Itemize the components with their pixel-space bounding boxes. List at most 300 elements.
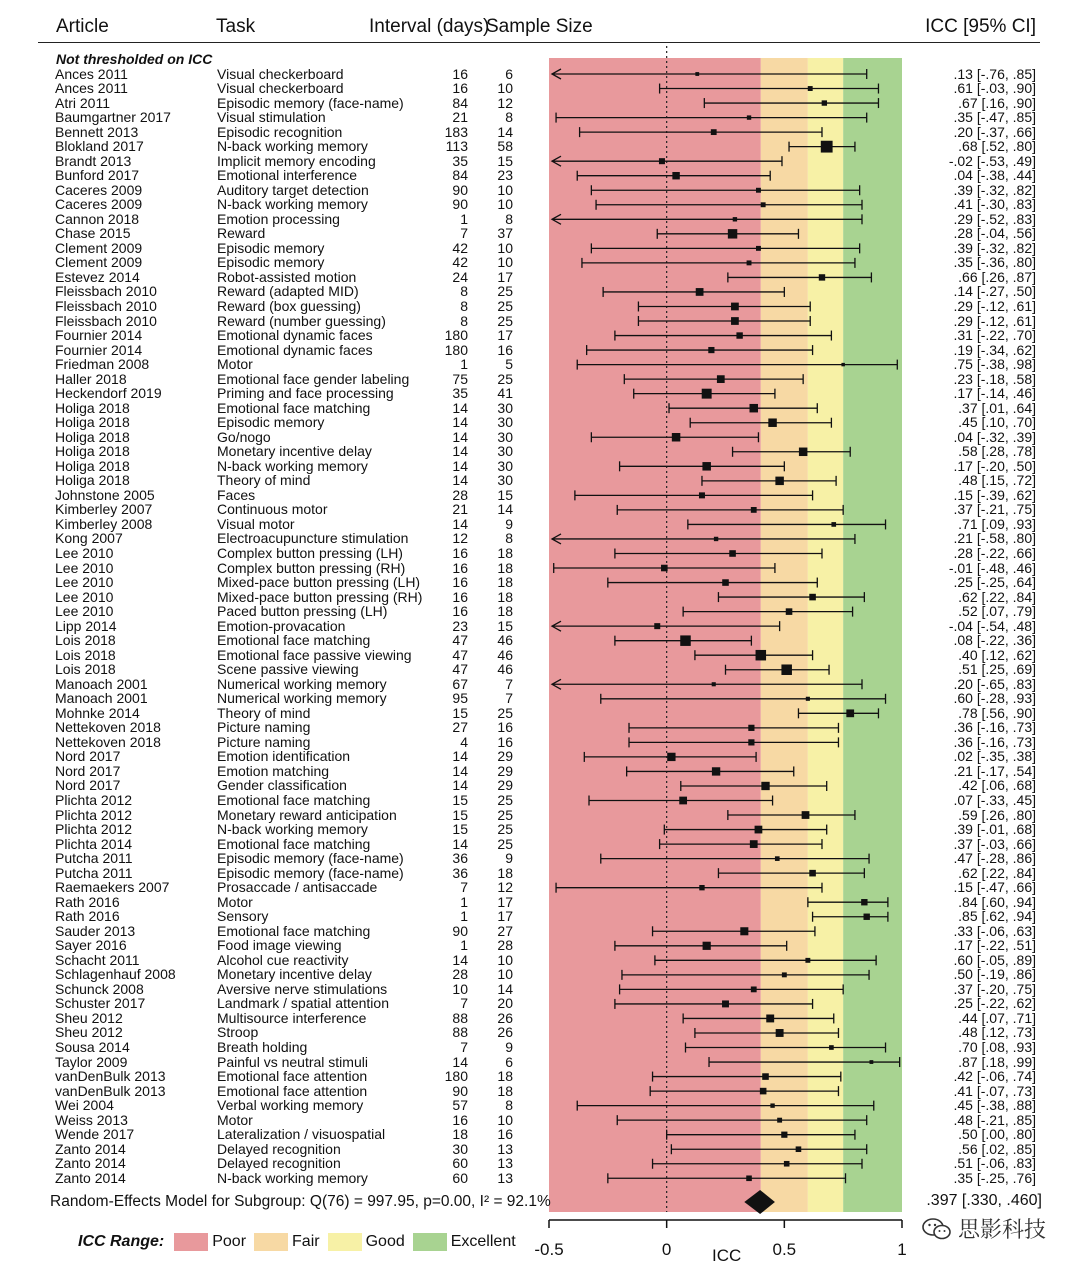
study-task: Complex button pressing (LH) [217,544,403,561]
study-task: Stroop [217,1024,259,1041]
study-icc-ci: .45 [.10, .70] [958,414,1036,431]
study-article: Chase 2015 [55,225,131,242]
study-task: N-back working memory [217,138,368,155]
table-row [0,619,1080,634]
icc-range-legend [78,1232,524,1252]
legend-label: Good [365,1233,405,1250]
study-sample-size: 7 [505,675,513,692]
table-row [0,1156,1080,1171]
table-row [0,357,1080,372]
study-article: Holiga 2018 [55,457,130,474]
study-interval: 14 [452,748,468,765]
table-row [0,168,1080,183]
study-task: Emotion processing [217,210,340,227]
study-icc-ci: .62 [.22, .84] [958,588,1036,605]
table-row [0,299,1080,314]
study-interval: 30 [452,1140,468,1157]
study-sample-size: 26 [497,1009,513,1026]
study-icc-ci: .29 [-.52, .83] [953,210,1036,227]
study-interval: 47 [452,646,468,663]
table-row [0,837,1080,852]
table-row [0,561,1080,576]
study-interval: 28 [452,486,468,503]
study-task: Episodic memory (face-name) [217,864,404,881]
study-sample-size: 30 [497,472,513,489]
x-tick-label: 1 [897,1240,907,1259]
study-task: Theory of mind [217,704,311,721]
study-task: Reward (box guessing) [217,297,361,314]
study-task: Visual checkerboard [217,80,344,97]
table-row [0,212,1080,227]
study-article: Fleissbach 2010 [55,312,157,329]
study-task: Episodic memory [217,414,325,431]
study-article: Holiga 2018 [55,428,130,445]
table-row [0,590,1080,605]
table-row [0,1142,1080,1157]
study-interval: 95 [452,690,468,707]
study-sample-size: 23 [497,167,513,184]
study-task: Delayed recognition [217,1155,341,1172]
study-task: Numerical working memory [217,690,387,707]
study-icc-ci: .31 [-.22, .70] [953,327,1036,344]
study-icc-ci: .44 [.07, .71] [958,1009,1036,1026]
study-interval: 24 [452,268,468,285]
study-interval: 12 [452,530,468,547]
study-sample-size: 18 [497,574,513,591]
study-sample-size: 9 [505,850,513,867]
table-row [0,895,1080,910]
study-icc-ci: .39 [-.01, .68] [953,821,1036,838]
study-task: Episodic memory (face-name) [217,850,404,867]
study-article: Putcha 2011 [55,850,133,867]
study-icc-ci: .20 [-.37, .66] [953,123,1036,140]
study-article: Plichta 2014 [55,835,133,852]
table-row [0,1127,1080,1142]
study-icc-ci: .87 [.18, .99] [958,1053,1036,1070]
study-sample-size: 17 [497,268,513,285]
study-sample-size: 14 [497,980,513,997]
study-article: Weiss 2013 [55,1111,128,1128]
study-icc-ci: .19 [-.34, .62] [953,341,1036,358]
study-interval: 67 [452,675,468,692]
study-icc-ci: .29 [-.12, .61] [953,297,1036,314]
study-icc-ci: .21 [-.58, .80] [953,530,1036,547]
study-task: Emotional face gender labeling [217,370,410,387]
study-sample-size: 46 [497,646,513,663]
study-article: Zanto 2014 [55,1155,126,1172]
study-sample-size: 13 [497,1169,513,1186]
study-icc-ci: .42 [-.06, .74] [953,1068,1036,1085]
study-icc-ci: .17 [-.20, .50] [953,457,1036,474]
study-article: Nord 2017 [55,762,121,779]
table-row [0,459,1080,474]
study-interval: 14 [452,428,468,445]
table-row [0,139,1080,154]
study-sample-size: 15 [497,152,513,169]
study-sample-size: 10 [497,951,513,968]
study-article: Manoach 2001 [55,690,148,707]
study-icc-ci: .75 [-.38, .98] [953,356,1036,373]
study-interval: 14 [452,515,468,532]
study-article: Blokland 2017 [55,138,144,155]
study-interval: 42 [452,254,468,271]
legend-swatch [328,1233,362,1251]
subgroup-label: Not thresholded on ICC [56,51,213,67]
study-icc-ci: .68 [.52, .80] [958,138,1036,155]
study-sample-size: 5 [505,356,513,373]
table-row [0,982,1080,997]
x-tick-label: 0.5 [772,1240,797,1259]
study-article: Plichta 2012 [55,792,133,808]
study-task: Verbal working memory [217,1097,364,1114]
legend-item-fair [254,1233,320,1251]
study-icc-ci: .35 [-.47, .85] [953,109,1036,126]
study-sample-size: 25 [497,312,513,329]
study-task: Emotional face matching [217,792,371,808]
study-task: Emotion identification [217,748,351,765]
study-task: Painful vs neutral stimuli [217,1053,368,1070]
study-task: Multisource interference [217,1009,367,1026]
study-interval: 36 [452,864,468,881]
study-icc-ci: .67 [.16, .90] [958,94,1036,111]
study-icc-ci: .28 [-.04, .56] [953,225,1036,242]
table-row [0,735,1080,750]
study-interval: 14 [452,472,468,489]
legend-item-good [328,1233,405,1251]
study-article: Mohnke 2014 [55,704,140,721]
study-task: Electroacupuncture stimulation [217,530,409,547]
study-icc-ci: .85 [.62, .94] [958,908,1036,925]
study-icc-ci: .59 [.26, .80] [958,806,1036,823]
study-sample-size: 30 [497,443,513,460]
study-task: Visual checkerboard [217,65,344,82]
study-interval: 14 [452,399,468,416]
study-interval: 14 [452,762,468,779]
table-row [0,401,1080,416]
table-row [0,924,1080,939]
study-article: Lee 2010 [55,574,114,591]
study-icc-ci: .48 [.12, .73] [958,1024,1036,1041]
study-sample-size: 18 [497,603,513,620]
study-sample-size: 12 [497,879,513,896]
header-sample-size: Sample Size [486,16,593,37]
study-icc-ci: .23 [-.18, .58] [953,370,1036,387]
study-task: Delayed recognition [217,1140,341,1157]
study-article: Atri 2011 [55,94,110,111]
table-row [0,1011,1080,1026]
table-row [0,706,1080,721]
study-interval: 7 [460,1039,468,1055]
study-sample-size: 25 [497,835,513,852]
study-article: Lipp 2014 [55,617,117,634]
study-task: Food image viewing [217,937,342,954]
table-row [0,677,1080,692]
study-task: Reward [217,225,266,242]
study-sample-size: 9 [505,1039,513,1055]
header-interval: Interval (days) [369,16,490,37]
study-article: Holiga 2018 [55,472,130,489]
study-sample-size: 16 [497,733,513,750]
study-sample-size: 18 [497,864,513,881]
study-task: Complex button pressing (RH) [217,559,406,576]
study-interval: 7 [460,225,468,242]
study-task: Emotional face matching [217,399,371,416]
study-icc-ci: .51 [-.06, .83] [953,1155,1036,1172]
study-task: Emotional interference [217,167,358,184]
legend-swatch [413,1233,447,1251]
study-article: Rath 2016 [55,908,120,925]
table-row [0,996,1080,1011]
study-icc-ci: .66 [.26, .87] [958,268,1036,285]
study-icc-ci: .15 [-.39, .62] [953,486,1036,503]
study-task: Emotional face matching [217,835,371,852]
study-sample-size: 16 [497,1126,513,1143]
legend-item-excellent [413,1233,516,1251]
study-interval: 16 [452,65,468,82]
study-sample-size: 16 [497,719,513,736]
study-article: Sayer 2016 [55,937,127,954]
study-interval: 16 [452,574,468,591]
study-sample-size: 25 [497,283,513,300]
study-article: Caceres 2009 [55,196,143,213]
study-icc-ci: .40 [.12, .62] [958,646,1036,663]
study-sample-size: 30 [497,414,513,431]
study-interval: 15 [452,821,468,838]
study-interval: 183 [444,123,468,140]
study-interval: 60 [452,1155,468,1172]
table-row [0,1084,1080,1099]
table-row [0,110,1080,125]
legend-title: ICC Range: [78,1233,165,1250]
study-task: Monetary reward anticipation [217,806,397,823]
table-row [0,953,1080,968]
study-task: N-back working memory [217,196,368,213]
table-row [0,1040,1080,1055]
study-article: Lee 2010 [55,544,114,561]
study-icc-ci: .15 [-.47, .66] [953,879,1036,896]
study-article: Holiga 2018 [55,399,130,416]
study-icc-ci: .25 [-.25, .64] [953,574,1036,591]
study-icc-ci: .35 [-.36, .80] [953,254,1036,271]
study-article: Kimberley 2007 [55,501,153,518]
study-task: Emotion-provacation [217,617,346,634]
study-interval: 1 [460,356,468,373]
study-icc-ci: .04 [-.32, .39] [953,428,1036,445]
study-interval: 84 [452,167,468,184]
study-article: Baumgartner 2017 [55,109,171,126]
study-task: Sensory [217,908,269,925]
study-interval: 10 [452,980,468,997]
study-article: Raemaekers 2007 [55,879,170,896]
study-article: Sheu 2012 [55,1009,123,1026]
study-icc-ci: .37 [-.03, .66] [953,835,1036,852]
study-icc-ci: .20 [-.65, .83] [953,675,1036,692]
study-task: N-back working memory [217,821,368,838]
study-interval: 7 [460,879,468,896]
study-sample-size: 6 [505,65,513,82]
study-interval: 1 [460,908,468,925]
study-sample-size: 18 [497,544,513,561]
study-task: Mixed-pace button pressing (RH) [217,588,423,605]
study-interval: 18 [452,1126,468,1143]
study-interval: 1 [460,937,468,954]
study-sample-size: 18 [497,588,513,605]
study-task: Emotional dynamic faces [217,341,373,358]
study-icc-ci: .28 [-.22, .66] [953,544,1036,561]
study-article: Lee 2010 [55,588,114,605]
study-article: vanDenBulk 2013 [55,1082,166,1099]
table-row [0,314,1080,329]
table-row [0,473,1080,488]
table-row [0,633,1080,648]
study-icc-ci: .39 [-.32, .82] [953,239,1036,256]
study-task: N-back working memory [217,457,368,474]
study-task: Emotional face matching [217,922,371,939]
study-article: Brandt 2013 [55,152,132,169]
study-task: Continuous motor [217,501,328,518]
table-row [0,604,1080,619]
study-interval: 60 [452,1169,468,1186]
study-task: Visual stimulation [217,109,326,126]
table-row [0,81,1080,96]
study-task: Lateralization / visuospatial [217,1126,386,1143]
study-icc-ci: .37 [-.20, .75] [953,980,1036,997]
study-sample-size: 15 [497,486,513,503]
study-interval: 16 [452,544,468,561]
table-row [0,328,1080,343]
study-icc-ci: .07 [-.33, .45] [953,792,1036,808]
table-row [0,764,1080,779]
study-sample-size: 30 [497,457,513,474]
table-row [0,866,1080,881]
table-row [0,517,1080,532]
study-article: Lee 2010 [55,603,114,620]
study-task: Motor [217,893,253,910]
study-article: Fournier 2014 [55,327,143,344]
table-row [0,372,1080,387]
study-article: Plichta 2012 [55,821,133,838]
study-sample-size: 10 [497,254,513,271]
table-row [0,1098,1080,1113]
study-interval: 8 [460,283,468,300]
study-article: Friedman 2008 [55,356,150,373]
table-row [0,197,1080,212]
study-article: Schacht 2011 [55,951,140,968]
table-row [0,749,1080,764]
study-interval: 21 [452,109,468,126]
table-row [0,343,1080,358]
study-article: Rath 2016 [55,893,120,910]
study-sample-size: 8 [505,530,513,547]
study-article: Ances 2011 [55,65,128,82]
study-sample-size: 46 [497,632,513,649]
study-task: Landmark / spatial attention [217,995,389,1012]
table-row [0,909,1080,924]
study-icc-ci: .29 [-.12, .61] [953,312,1036,329]
study-task: Mixed-pace button pressing (LH) [217,574,421,591]
study-sample-size: 30 [497,428,513,445]
table-row [0,1069,1080,1084]
study-article: Taylor 2009 [55,1053,128,1070]
study-task: Reward (number guessing) [217,312,386,329]
study-article: Nettekoven 2018 [55,733,161,750]
study-interval: 75 [452,370,468,387]
study-article: Lois 2018 [55,632,116,649]
table-row [0,851,1080,866]
study-article: Lee 2010 [55,559,114,576]
study-task: Emotional face attention [217,1068,368,1085]
table-row [0,226,1080,241]
summary-model-value: .397 [.330, .460] [926,1192,1042,1209]
study-task: Implicit memory encoding [217,152,376,169]
study-sample-size: 12 [497,94,513,111]
table-row [0,546,1080,561]
study-sample-size: 41 [497,385,513,402]
study-sample-size: 25 [497,370,513,387]
study-interval: 88 [452,1024,468,1041]
study-task: Monetary incentive delay [217,443,372,460]
study-interval: 180 [444,327,468,344]
study-article: Estevez 2014 [55,268,140,285]
study-icc-ci: .52 [.07, .79] [958,603,1036,620]
study-icc-ci: .04 [-.38, .44] [953,167,1036,184]
study-article: Clement 2009 [55,239,143,256]
legend-swatch [254,1233,288,1251]
study-article: Johnstone 2005 [55,486,155,503]
legend-swatch [174,1233,208,1251]
study-interval: 35 [452,385,468,402]
header-article: Article [56,16,109,37]
study-sample-size: 15 [497,617,513,634]
study-task: Picture naming [217,719,311,736]
study-interval: 28 [452,966,468,983]
study-task: Picture naming [217,733,311,750]
study-interval: 14 [452,443,468,460]
study-icc-ci: .62 [.22, .84] [958,864,1036,881]
table-row [0,880,1080,895]
table-row [0,183,1080,198]
study-task: Motor [217,1111,253,1128]
study-icc-ci: .71 [.09, .93] [958,515,1036,532]
study-interval: 84 [452,94,468,111]
study-sample-size: 18 [497,559,513,576]
study-sample-size: 10 [497,239,513,256]
study-sample-size: 18 [497,1068,513,1085]
study-sample-size: 17 [497,327,513,344]
study-icc-ci: .78 [.56, .90] [958,704,1036,721]
study-article: Clement 2009 [55,254,143,271]
study-article: Plichta 2012 [55,806,133,823]
study-sample-size: 25 [497,792,513,808]
study-icc-ci: .51 [.25, .69] [958,661,1036,678]
study-interval: 7 [460,995,468,1012]
study-icc-ci: .84 [.60, .94] [958,893,1036,910]
study-icc-ci: .60 [-.28, .93] [953,690,1036,707]
study-task: Breath holding [217,1039,308,1055]
study-task: Paced button pressing (LH) [217,603,388,620]
study-task: Emotion matching [217,762,330,779]
study-sample-size: 20 [497,995,513,1012]
study-sample-size: 25 [497,806,513,823]
study-interval: 15 [452,792,468,808]
study-interval: 180 [444,1068,468,1085]
study-article: Fleissbach 2010 [55,297,157,314]
study-interval: 16 [452,80,468,97]
study-icc-ci: .36 [-.16, .73] [953,719,1036,736]
study-task: Episodic memory (face-name) [217,94,404,111]
study-interval: 15 [452,806,468,823]
study-task: Faces [217,486,256,503]
